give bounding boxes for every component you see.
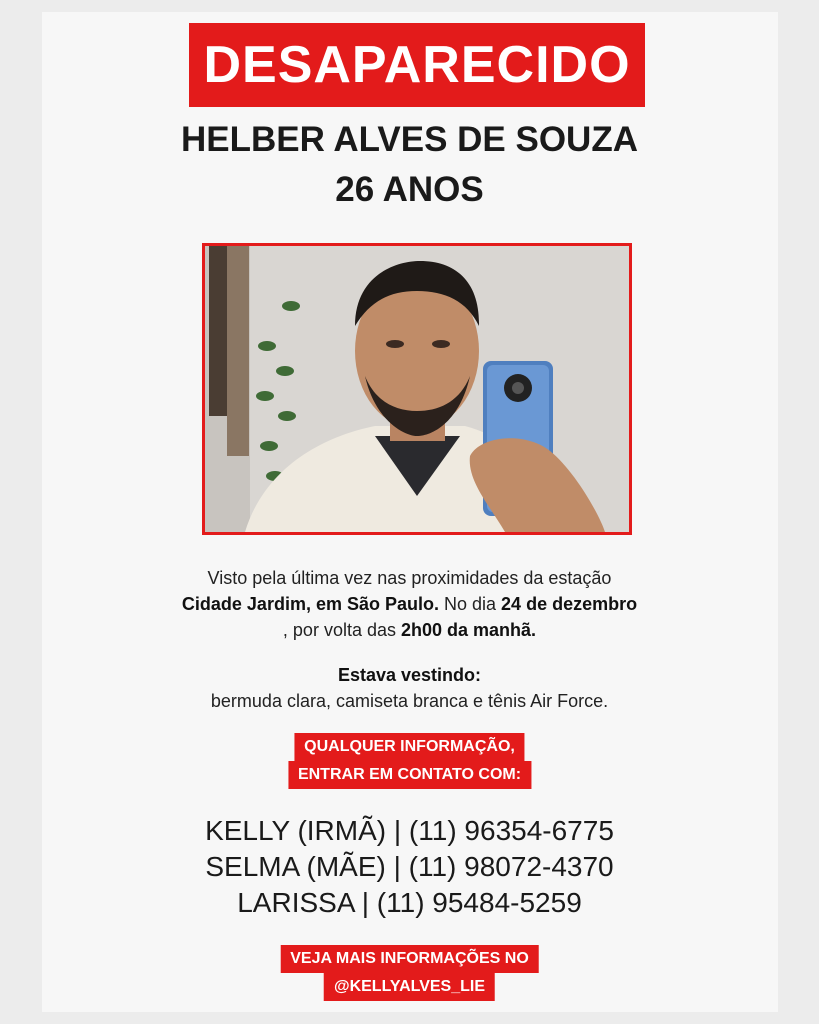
last-seen-mid2: , por volta das: [282, 620, 401, 640]
last-seen-line1: Visto pela última vez nas proximidades da estação: [207, 568, 612, 588]
last-seen-line3: [0, 617, 819, 643]
contact-header-line1: QUALQUER INFORMAÇÃO,: [294, 733, 525, 761]
contact-item: LARISSA | (11) 95484-5259: [237, 887, 582, 918]
last-seen-date: 24 de dezembro: [501, 594, 638, 614]
clothing-text: [0, 662, 819, 714]
more-info-handle: @KELLYALVES_LIE: [324, 973, 495, 1001]
person-name: HELBER ALVES DE SOUZA: [181, 120, 638, 159]
clothing-description: bermuda clara, camiseta branca e tênis Air Force.: [210, 691, 609, 711]
contact-header: [288, 733, 531, 789]
contact-item: SELMA (MÃE) | (11) 98072-4370: [205, 851, 614, 882]
last-seen-mid: No dia: [439, 594, 502, 614]
contact-item: KELLY (IRMÃ) | (11) 96354-6775: [205, 815, 614, 846]
last-seen-place: Cidade Jardim, em São Paulo.: [181, 594, 439, 614]
contact-list: [0, 813, 819, 921]
more-info-line1: VEJA MAIS INFORMAÇÕES NO: [280, 945, 539, 973]
last-seen-line2: [0, 591, 819, 617]
person-age: 26 ANOS: [335, 170, 484, 209]
more-info: [280, 945, 539, 1001]
clothing-label: Estava vestindo:: [337, 665, 482, 685]
last-seen-time: 2h00 da manhã.: [401, 620, 537, 640]
person-photo-icon: [205, 246, 629, 532]
headline: DESAPARECIDO: [203, 36, 631, 94]
contact-header-line2: ENTRAR EM CONTATO COM:: [288, 761, 531, 789]
missing-banner: [189, 23, 645, 107]
person-photo: [202, 243, 632, 535]
last-seen-text: [0, 565, 819, 643]
